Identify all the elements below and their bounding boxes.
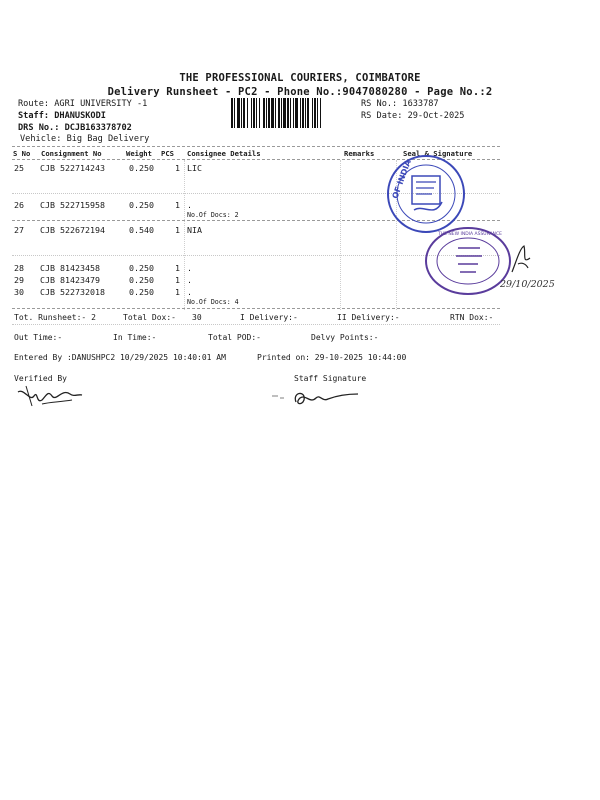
in-time: In Time:- [113,333,157,342]
row-consignee: . [187,275,192,285]
seal-stamp-purple [424,226,512,296]
barcode-bar [259,98,260,128]
barcode-bar [256,98,257,128]
out-time: Out Time:- [14,333,63,342]
barcode-bar [247,98,248,128]
rs-date: RS Date: 29-Oct-2025 [361,111,465,121]
staff-signature [270,386,360,408]
barcode-bar [231,98,233,128]
delivery-points: Delvy Points:- [311,333,379,342]
table-bottom-rule [12,308,500,309]
rs-number: RS No.: 1633787 [361,99,439,109]
row-sno: 29 [14,275,24,285]
barcode-bar [234,98,235,128]
barcode-bar [300,98,301,128]
row-pcs: 1 [175,163,180,173]
staff-signature-label: Staff Signature [294,374,367,383]
row-sno: 30 [14,287,24,297]
row-consignment: CJB 522715958 [40,200,105,210]
row-pcs: 1 [175,287,180,297]
rtn-dox: RTN Dox:- [450,313,494,322]
col-sno: S No [13,149,31,158]
barcode-bar [275,98,276,128]
row-consignee: . [187,263,192,273]
row-consignee: LIC [187,163,202,173]
row-consignee: . [187,200,192,210]
total-dox-label: Total Dox:- [123,313,176,322]
runsheet-subtitle: Delivery Runsheet - PC2 - Phone No.:9047080280 - Page No.:2 [107,86,493,98]
col-consignee: Consignee Details [187,149,261,158]
drs-number: DRS No.: DCJB163378702 [18,123,132,133]
header-top-rule [12,146,500,147]
handwritten-date: 29/10/2025 [500,279,555,290]
row-pcs: 1 [175,200,180,210]
total-runsheet: Tot. Runsheet:- 2 [14,313,96,322]
total-dox-value: 30 [192,313,202,322]
col-remarks: Remarks [344,149,375,158]
barcode-bar [283,98,286,128]
entered-by: Entered By :DANUSHPC2 10/29/2025 10:40:01 AM [14,353,226,362]
row-weight: 0.250 [129,263,154,273]
barcode-bar [281,98,282,128]
barcode-bar [266,98,267,128]
barcode-bar [263,98,265,128]
row-consignment: CJB 81423479 [40,275,100,285]
printed-on: Printed on: 29-10-2025 10:44:00 [257,353,407,362]
row-consignment: CJB 522732018 [40,287,105,297]
total-pod: Total POD:- [208,333,261,342]
row-weight: 0.250 [129,287,154,297]
barcode-bar [237,98,240,128]
verified-by-label: Verified By [14,374,67,383]
col-pcs: PCS [161,149,174,158]
stamp-text: OF INDIA [390,158,413,200]
first-delivery: I Delivery:- [240,313,298,322]
seal-signature-mark [508,242,534,278]
barcode-bar [302,98,304,128]
second-delivery: II Delivery:- [337,313,400,322]
totals-rule [12,324,500,325]
row-weight: 0.250 [129,200,154,210]
barcode-bar [251,98,252,128]
barcode-bar [293,98,294,128]
barcode-bar [268,98,270,128]
barcode-bar [320,98,321,128]
docs-count-note: No.Of Docs: 4 [187,298,239,306]
row-sno: 27 [14,225,24,235]
row-sno: 25 [14,163,24,173]
row-consignment: CJB 522672194 [40,225,105,235]
barcode-bar [307,98,309,128]
barcode-bar [243,98,245,128]
row-weight: 0.540 [129,225,154,235]
row-consignment: CJB 81423458 [40,263,100,273]
row-sno: 28 [14,263,24,273]
seal-stamp-blue [384,152,468,236]
row-sno: 26 [14,200,24,210]
col-divider [184,160,185,310]
row-consignment: CJB 522714243 [40,163,105,173]
col-consignment: Consignment No [41,149,102,158]
row-weight: 0.250 [129,163,154,173]
staff-label: Staff: DHANUSKODI [18,111,106,121]
row-pcs: 1 [175,275,180,285]
barcode-bar [241,98,242,128]
col-seal: Seal & Signature [403,149,473,158]
barcode-bar [295,98,298,128]
row-pcs: 1 [175,225,180,235]
row-consignee: NIA [187,225,202,235]
row-consignee: . [187,287,192,297]
barcode-bar [287,98,289,128]
route-label: Route: AGRI UNIVERSITY -1 [18,99,148,109]
barcode-bar [290,98,291,128]
vehicle-label: Vehicle: Big Bag Delivery [20,134,150,144]
barcode-bar [317,98,318,128]
barcode-bar [278,98,280,128]
row-pcs: 1 [175,263,180,273]
stamp-text: THE NEW INDIA ASSURANCE [438,232,502,237]
col-divider [340,160,341,310]
barcode-bar [253,98,255,128]
barcode-bar [305,98,306,128]
verifier-signature [14,382,84,410]
barcode-bar [312,98,313,128]
row-weight: 0.250 [129,275,154,285]
barcode-bar [271,98,274,128]
col-weight: Weight [126,149,152,158]
company-title: THE PROFESSIONAL COURIERS, COIMBATORE [179,72,421,84]
docs-count-note: No.Of Docs: 2 [187,211,239,219]
barcode-bar [314,98,316,128]
barcode [231,98,355,128]
